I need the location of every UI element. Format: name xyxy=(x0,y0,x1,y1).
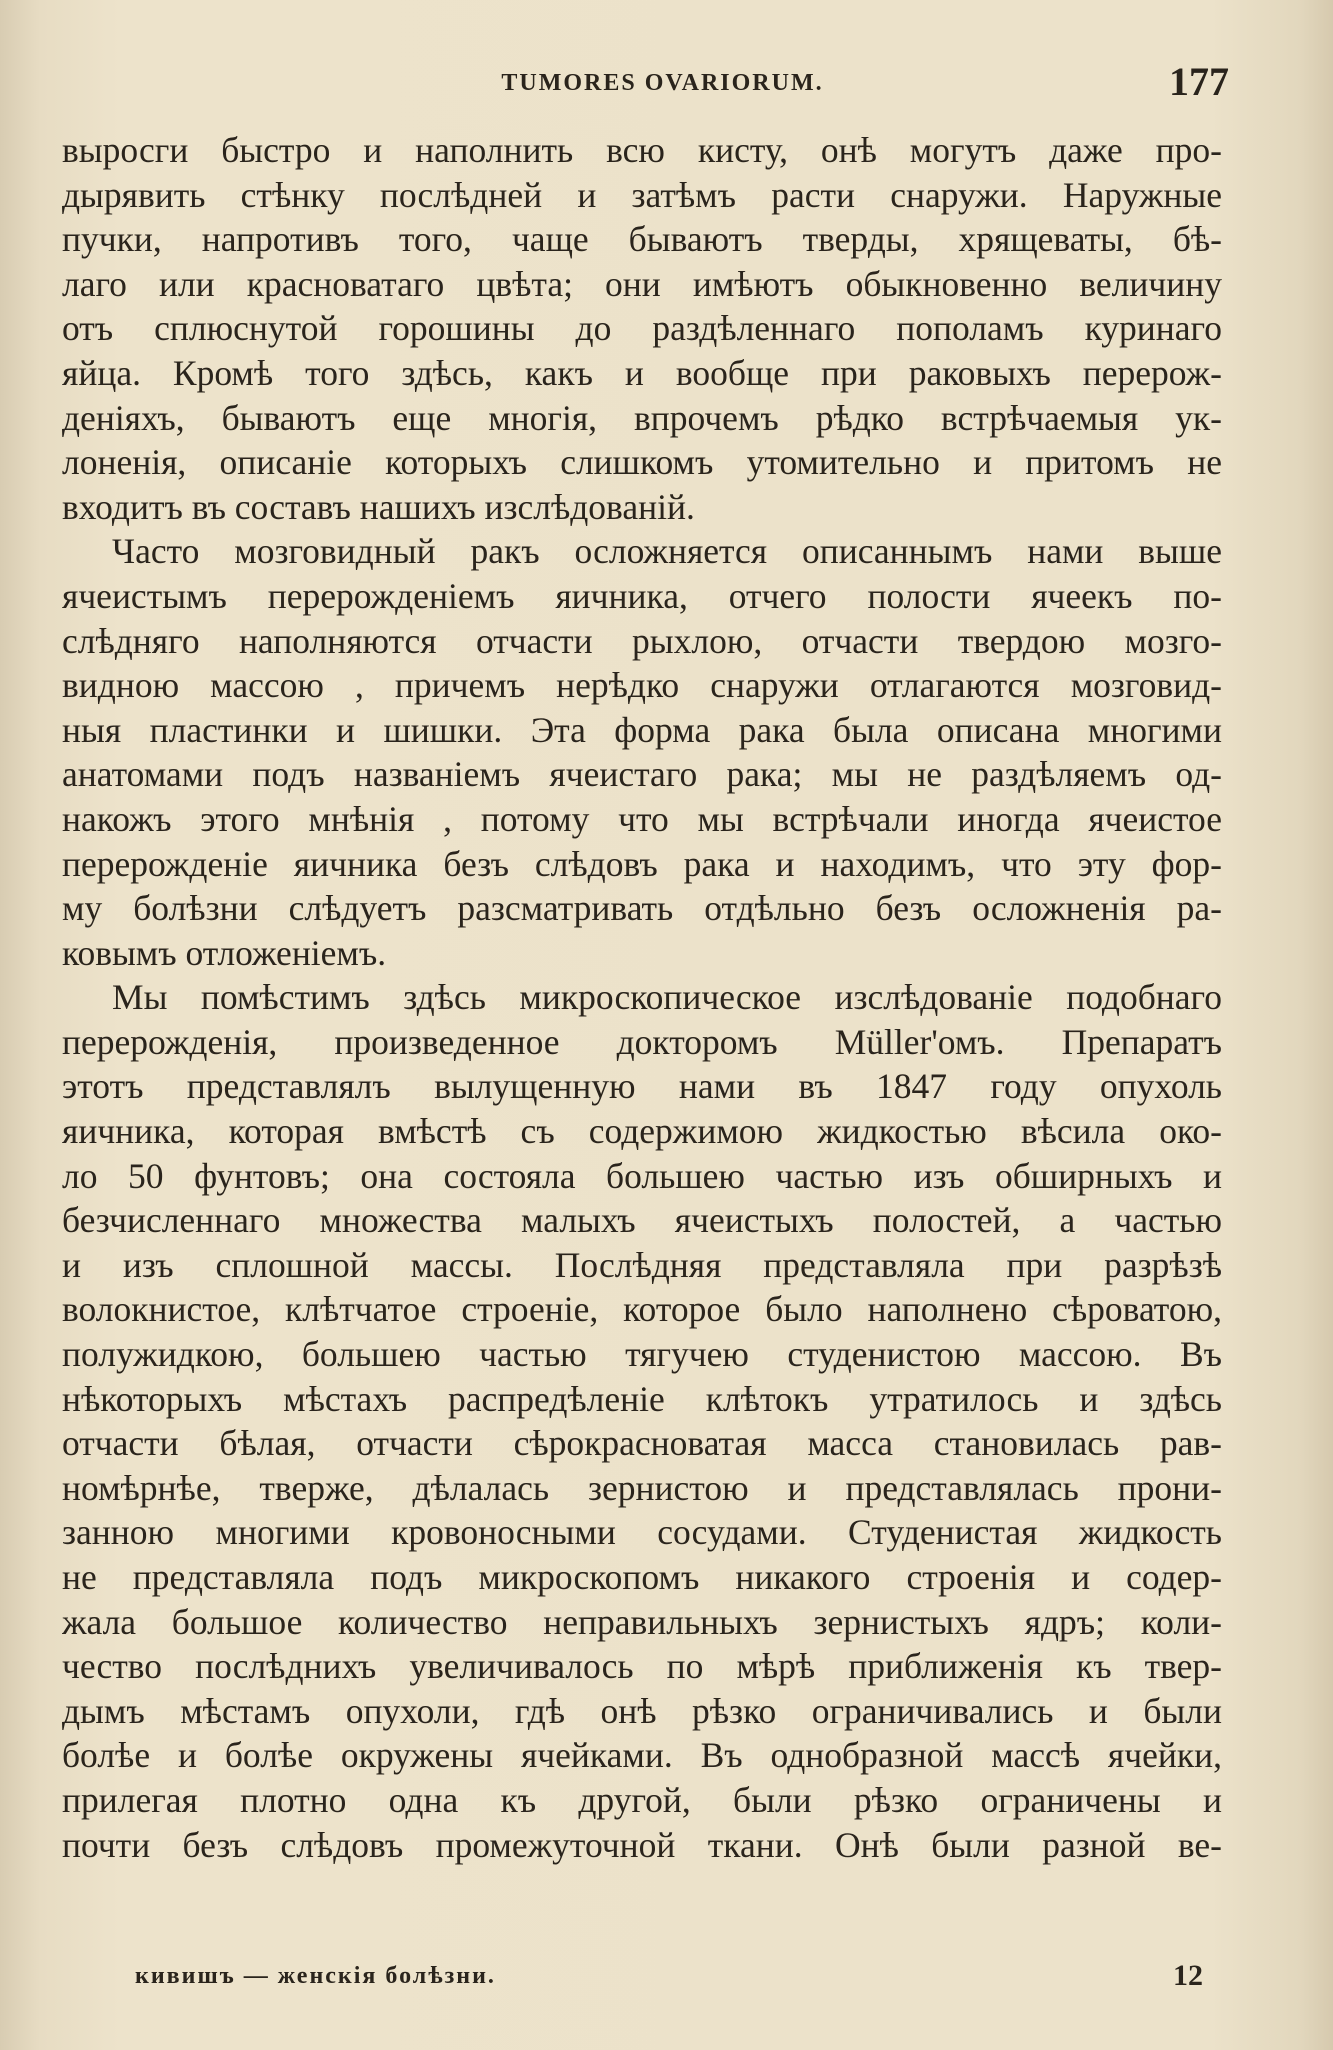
page-header xyxy=(62,58,1229,108)
text-line: деніяхъ, бываютъ еще многія, впрочемъ рѣдко встрѣчаемыя ук- xyxy=(62,397,1222,438)
text-line: входитъ въ составъ нашихъ изслѣдованій. xyxy=(62,486,695,527)
text-line: перерожденіе яичника безъ слѣдовъ рака и находимъ, что эту фор- xyxy=(62,843,1222,884)
text-line: Часто мозговидный ракъ осложняется описаннымъ нами выше xyxy=(112,531,1222,572)
text-line: чество послѣднихъ увеличивалось по мѣрѣ приближенія къ твер- xyxy=(62,1646,1222,1687)
text-line: полужидкою, большею частью тягучею студенистою массою. Въ xyxy=(62,1334,1222,1375)
text-line: перерожденія, произведенное докторомъ Müller'омъ. Препаратъ xyxy=(62,1021,1222,1062)
text-line: анатомами подъ названіемъ ячеистаго рака; мы не раздѣляемъ од- xyxy=(62,754,1222,795)
text-line: слѣдняго наполняются отчасти рыхлою, отчасти твердою мозго- xyxy=(62,620,1222,661)
text-line: безчисленнаго множества малыхъ ячеистыхъ полостей, а частью xyxy=(62,1200,1222,1241)
text-line: отъ сплюснутой горошины до раздѣленнаго пополамъ куринаго xyxy=(62,308,1222,349)
text-line: накожъ этого мнѣнія , потому что мы встрѣчали иногда ячеистое xyxy=(62,798,1222,839)
text-line: отчасти бѣлая, отчасти сѣрокрасноватая масса становилась рав- xyxy=(62,1423,1222,1464)
running-title: TUMORES OVARIORUM. xyxy=(501,70,824,96)
text-line: выросги быстро и наполнить всю кисту, онѣ могутъ даже про- xyxy=(62,130,1222,170)
text-line: лоненія, описаніе которыхъ слишкомъ утомительно и притомъ не xyxy=(62,442,1222,483)
text-line: яичника, которая вмѣстѣ съ содержимою жидкостью вѣсила око- xyxy=(62,1111,1222,1152)
text-line: и изъ сплошной массы. Послѣдняя представляла при разрѣзѣ xyxy=(62,1244,1222,1285)
text-line: пучки, напротивъ того, чаще бываютъ тверды, хрящеваты, бѣ- xyxy=(62,219,1222,260)
text-line: почти безъ слѣдовъ промежуточной ткани. Онѣ были разной ве- xyxy=(62,1824,1222,1865)
sheet-number: 12 xyxy=(1173,1959,1203,1992)
text-line: номѣрнѣе, тверже, дѣлалась зернистою и представлялась прони- xyxy=(62,1467,1222,1508)
text-line: не представляла подъ микроскопомъ никакого строенія и содер- xyxy=(62,1557,1222,1597)
text-line: болѣе и болѣе окружены ячейками. Въ однобразной массѣ ячейки, xyxy=(62,1735,1222,1776)
text-line: ковымъ отложеніемъ. xyxy=(62,932,387,973)
text-line: ло 50 фунтовъ; она состояла большею частью изъ обширныхъ и xyxy=(62,1155,1222,1196)
text-line: Мы помѣстимъ здѣсь микроскопическое изслѣдованіе подобнаго xyxy=(112,977,1222,1018)
text-line: занною многими кровоносными сосудами. Студенистая жидкость xyxy=(62,1512,1222,1553)
text-line: му болѣзни слѣдуетъ разсматривать отдѣльно безъ осложненія ра- xyxy=(62,888,1222,929)
printer-signature: кивишъ — женскія болѣзни. xyxy=(135,1963,496,1989)
page-number: 177 xyxy=(1169,59,1229,104)
text-line: этотъ представлялъ вылущенную нами въ 1847 году опухоль xyxy=(62,1066,1222,1107)
text-line: прилегая плотно одна къ другой, были рѣзко ограничены и xyxy=(62,1779,1222,1820)
text-line: ячеистымъ перерожденіемъ яичника, отчего полости ячеекъ по- xyxy=(62,575,1222,616)
page-footer xyxy=(135,1959,1203,2003)
text-line: волокнистое, клѣтчатое строеніе, которое было наполнено сѣроватою, xyxy=(62,1289,1222,1330)
body-text xyxy=(62,128,1222,1867)
text-line: яйца. Кромѣ того здѣсь, какъ и вообще при раковыхъ перерож- xyxy=(62,352,1222,393)
text-line: лаго или красноватаго цвѣта; они имѣютъ обыкновенно величину xyxy=(62,263,1222,304)
text-line: дымъ мѣстамъ опухоли, гдѣ онѣ рѣзко ограничивались и были xyxy=(62,1690,1222,1731)
text-line: дырявить стѣнку послѣдней и затѣмъ расти снаружи. Наружные xyxy=(62,174,1222,215)
text-line: нѣкоторыхъ мѣстахъ распредѣленіе клѣтокъ утратилось и здѣсь xyxy=(62,1378,1222,1419)
text-line: жала большое количество неправильныхъ зернистыхъ ядръ; коли- xyxy=(62,1601,1222,1642)
text-line: ныя пластинки и шишки. Эта форма рака была описана многими xyxy=(62,709,1222,750)
text-line: видною массою , причемъ нерѣдко снаружи отлагаются мозговид- xyxy=(62,665,1222,706)
